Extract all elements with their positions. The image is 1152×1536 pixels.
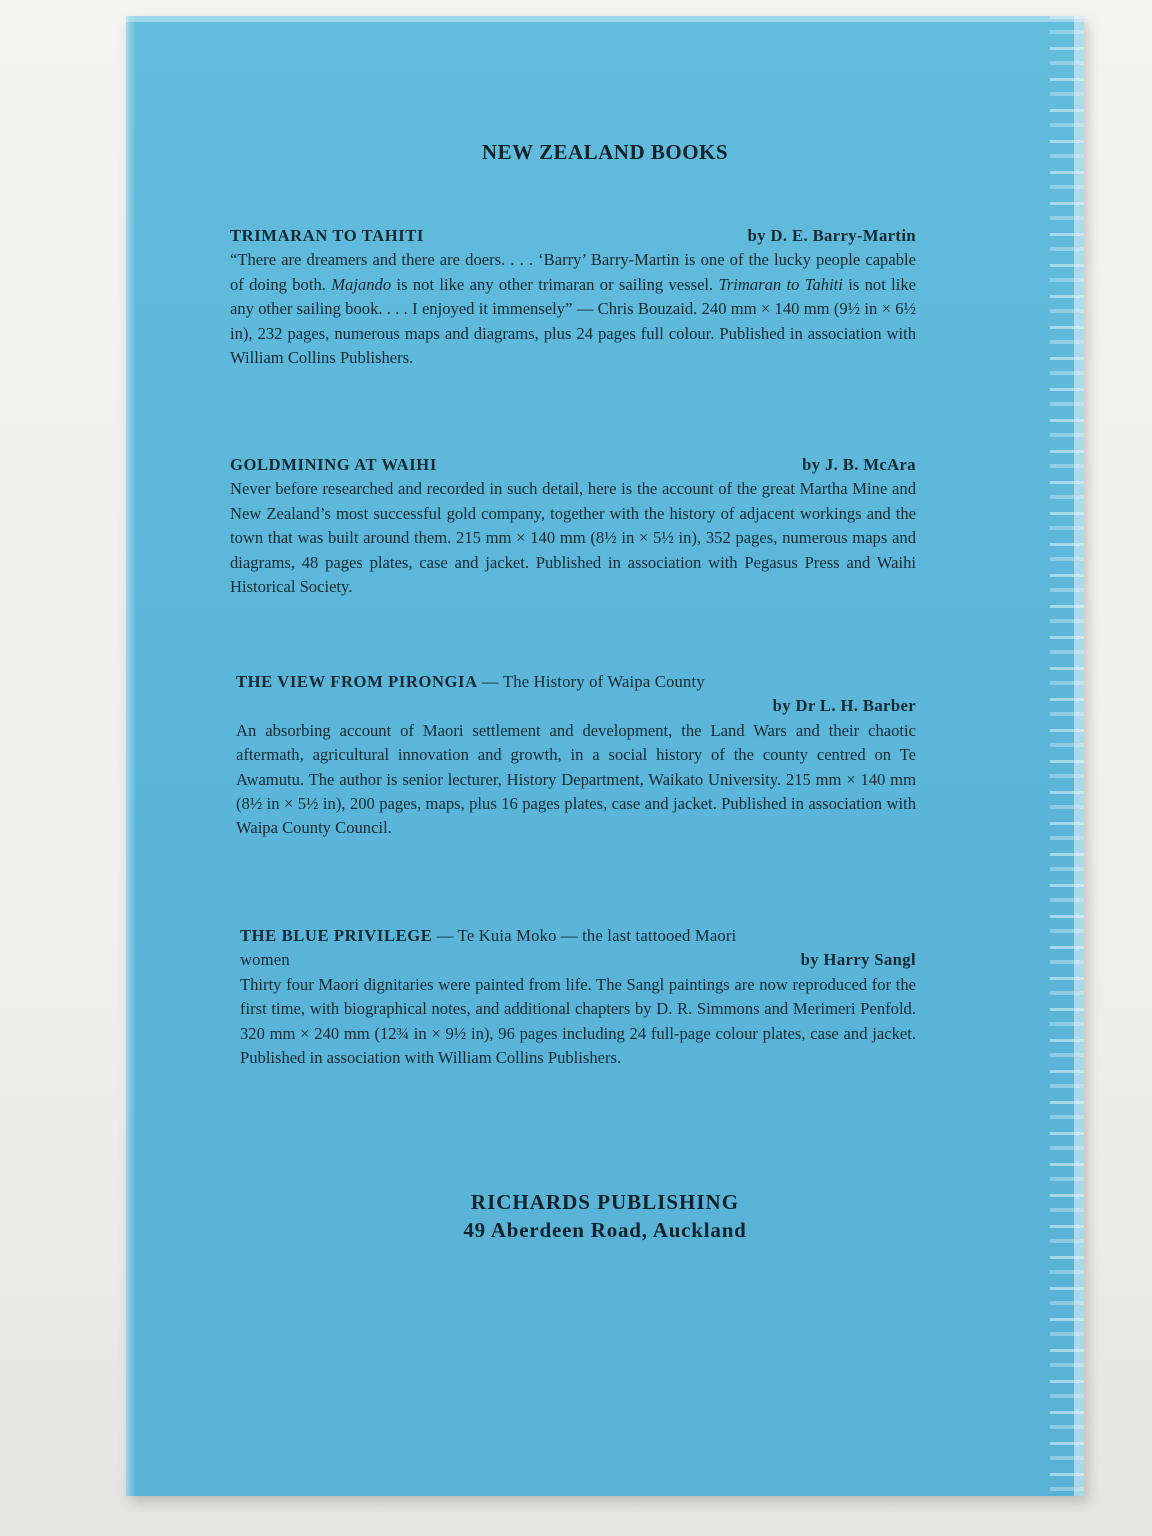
book-description: An absorbing account of Maori settlement and development, the Land Wars and their chaotic aftermath, agricultural innovation and growth, in a social history of the county centred on Te Awamutu. The author is senior lecturer, History Department, Waikato University. 215 mm × 140 mm (8½ in × 5½ in), 200 pages, maps, plus 16 pages plates, case and jacket. Published in association with Waipa County Council. — [236, 720, 916, 838]
book-author: by J. B. McAra — [802, 455, 916, 474]
desc-italic: Trimaran to Tahiti — [718, 274, 843, 294]
book-author-row — [240, 948, 916, 972]
book-description: Thirty four Maori dignitaries were painted from life. The Sangl paintings are now reproduced for the first time, with biographical notes, and additional chapters by D. R. Simmons and Merimeri Penfold. 320 mm × 240 mm (12¾ in × 9½ in), 96 pages including 24 full-page colour plates, case and jacket. Published in association with William Collins Publishers. — [240, 974, 916, 1068]
book-author: by D. E. Barry-Martin — [747, 226, 916, 245]
book-subtitle-cont: women — [240, 950, 290, 970]
book-author: by Harry Sangl — [800, 950, 916, 970]
desc-text: is not like any other trimaran or sailing vessel. — [391, 274, 719, 294]
page-heading: NEW ZEALAND BOOKS — [481, 140, 729, 164]
book-title: THE BLUE PRIVILEGE — [240, 926, 433, 945]
publisher-name: RICHARDS PUBLISHING — [470, 1190, 740, 1214]
publisher-address: 49 Aberdeen Road, Auckland — [463, 1218, 747, 1242]
book-entry-blue-privilege — [240, 924, 916, 1070]
book-author: by Dr L. H. Barber — [772, 696, 916, 716]
book-title: GOLDMINING AT WAIHI — [230, 455, 437, 474]
desc-text: is not like any other sailing book. . . . I enjoyed it immensely” — Chris Bouzaid. 240 mm × 140 mm (9½ in × 6½ in), 232 pages, numerous maps and diagrams, plus 24 pages full colour. Published in association with William Collins Publishers. — [230, 274, 917, 368]
desc-text: “There are dreamers and there are doers. . . . ‘Barry’ Barry-Martin is one of the lucky people capable of doing both. — [230, 250, 916, 294]
book-header — [230, 453, 916, 477]
book-subtitle: — The History of Waipa County — [477, 672, 705, 691]
book-description: Never before researched and recorded in such detail, here is the account of the great Martha Mine and New Zealand’s most successful gold company, together with the history of adjacent workings and the town that was built around them. 215 mm × 140 mm (8½ in × 5½ in), 352 pages, numerous maps and diagrams, 48 pages plates, case and jacket. Published in association with Pegasus Press and Waihi Historical Society. — [230, 479, 916, 597]
cover-spine-edge — [1074, 16, 1084, 1496]
book-header — [240, 924, 916, 948]
book-entry-pirongia — [236, 670, 916, 841]
book-description — [230, 248, 916, 370]
book-entry-trimaran — [230, 224, 916, 370]
publisher-block — [126, 1188, 1084, 1244]
cover-wear-left — [126, 16, 136, 1496]
book-title: THE VIEW FROM PIRONGIA — [236, 672, 478, 691]
cover-wear-top — [126, 16, 1084, 22]
desc-italic: Majando — [331, 274, 392, 294]
book-title: TRIMARAN TO TAHITI — [230, 226, 424, 245]
book-author-row — [236, 694, 916, 718]
book-back-cover — [126, 16, 1084, 1496]
book-header — [230, 224, 916, 248]
book-subtitle: — Te Kuia Moko — the last tattooed Maori — [432, 926, 737, 945]
book-entry-goldmining — [230, 453, 916, 599]
book-header — [236, 670, 916, 694]
